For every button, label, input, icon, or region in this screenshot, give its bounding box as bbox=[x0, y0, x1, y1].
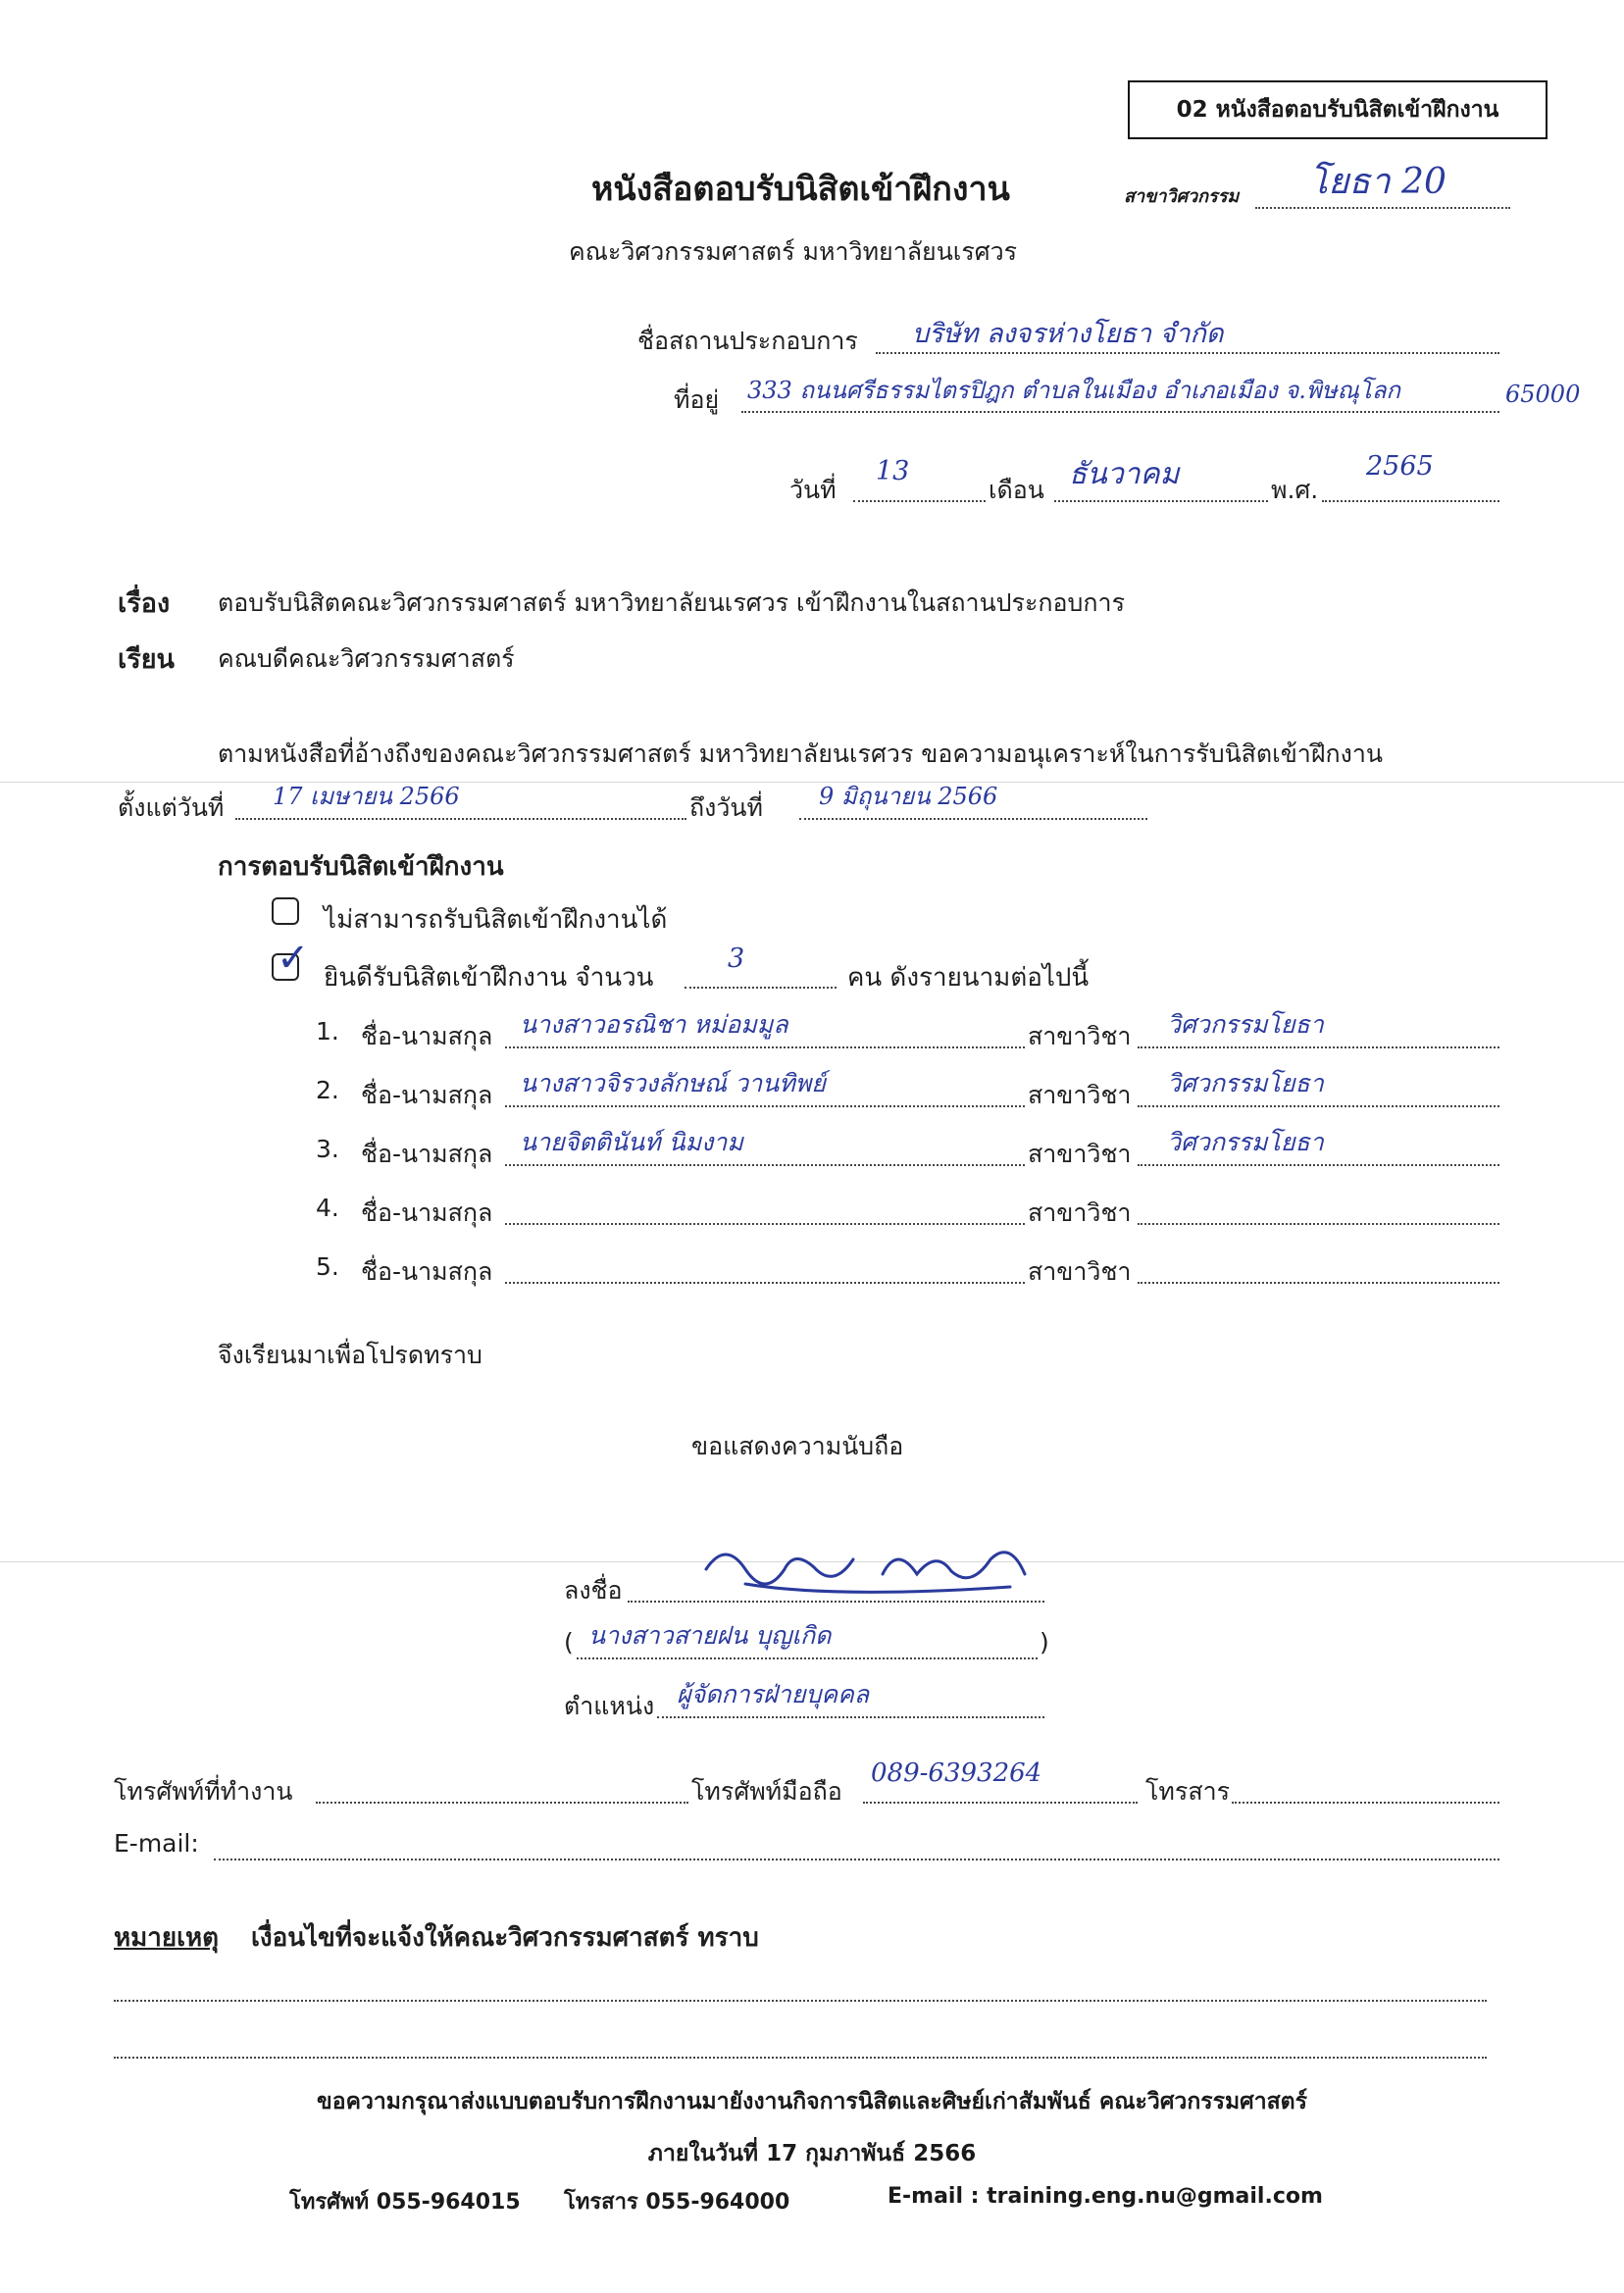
branch-value: โยธา 20 bbox=[1309, 162, 1446, 202]
student-major-label: สาขาวิชา bbox=[1028, 1198, 1132, 1227]
page-title: หนังสือตอบรับนิสิตเข้าฝึกงาน bbox=[591, 170, 1010, 209]
date-month-value: ธันวาคม bbox=[1069, 457, 1180, 491]
address-postcode: 65000 bbox=[1505, 381, 1581, 408]
accept-option-suffix: คน ดังรายนามต่อไปนี้ bbox=[847, 963, 1090, 993]
footer-email: E-mail : training.eng.nu@gmail.com bbox=[888, 2184, 1323, 2209]
accept-count-value: 3 bbox=[728, 943, 745, 974]
period-to-label: ถึงวันที่ bbox=[689, 793, 763, 822]
name-close-paren: ) bbox=[1040, 1628, 1049, 1656]
date-month-label: เดือน bbox=[989, 476, 1044, 504]
student-name-line bbox=[505, 1197, 1025, 1225]
body-text: ตามหนังสือที่อ้างถึงของคณะวิศวกรรมศาสตร์ มหาวิทยาลัยนเรศวร ขอความอนุเคราะห์ในการรับนิสิตเข้าฝึกงาน bbox=[218, 739, 1383, 768]
student-name-label: ชื่อ-นามสกุล bbox=[361, 1022, 493, 1050]
accept-option-label: ยินดีรับนิสิตเข้าฝึกงาน จำนวน bbox=[324, 963, 654, 993]
address-label: ที่อยู่ bbox=[674, 385, 720, 414]
office-phone-label: โทรศัพท์ที่ทำงาน bbox=[114, 1777, 293, 1806]
fax-line bbox=[1232, 1776, 1499, 1804]
student-number: 5. bbox=[316, 1252, 339, 1281]
branch-label: สาขาวิศวกรรม bbox=[1124, 186, 1240, 207]
paper-fold-line bbox=[0, 782, 1624, 783]
student-major-label: สาขาวิชา bbox=[1028, 1022, 1132, 1050]
student-number: 2. bbox=[316, 1076, 339, 1104]
footer-phone: โทรศัพท์ 055-964015 bbox=[289, 2190, 521, 2215]
email-line bbox=[214, 1833, 1499, 1860]
date-day-line bbox=[853, 475, 986, 502]
student-number: 3. bbox=[316, 1135, 339, 1163]
student-major-label: สาขาวิชา bbox=[1028, 1257, 1132, 1286]
footer-fax: โทรสาร 055-964000 bbox=[564, 2190, 790, 2215]
student-name-label: ชื่อ-นามสกุล bbox=[361, 1257, 493, 1286]
accept-count-line bbox=[685, 961, 837, 989]
period-to-value: 9 มิถุนายน 2566 bbox=[819, 783, 998, 810]
footer-line-1: ขอความกรุณาส่งแบบตอบรับการฝึกงานมายังงานกิจการนิสิตและศิษย์เก่าสัมพันธ์ คณะวิศวกรรมศาสตร์ bbox=[317, 2089, 1307, 2115]
student-name-value: นายจิตตินันท์ นิมงาม bbox=[520, 1128, 743, 1156]
respect-text: ขอแสดงความนับถือ bbox=[691, 1432, 904, 1460]
closing-text: จึงเรียนมาเพื่อโปรดทราบ bbox=[218, 1341, 482, 1369]
reject-option-label: ไม่สามารถรับนิสิตเข้าฝึกงานได้ bbox=[324, 905, 668, 935]
student-major-line bbox=[1138, 1197, 1499, 1225]
subject-label: เรื่อง bbox=[118, 588, 171, 619]
mobile-value: 089-6393264 bbox=[871, 1758, 1042, 1788]
student-number: 4. bbox=[316, 1194, 339, 1222]
company-value: บริษัท ลงจรห่างโยธา จำกัด bbox=[912, 319, 1224, 349]
position-label: ตำแหน่ง bbox=[564, 1692, 655, 1720]
student-major-line bbox=[1138, 1256, 1499, 1284]
fax-label: โทรสาร bbox=[1145, 1777, 1231, 1806]
signer-name: นางสาวสายฝน บุญเกิด bbox=[588, 1621, 832, 1650]
student-name-label: ชื่อ-นามสกุล bbox=[361, 1081, 493, 1109]
address-value: 333 ถนนศรีธรรมไตรปิฎก ตำบลในเมือง อำเภอเมือง จ.พิษณุโลก bbox=[747, 377, 1400, 404]
email-label: E-mail: bbox=[114, 1829, 199, 1858]
student-major-label: สาขาวิชา bbox=[1028, 1081, 1132, 1109]
student-name-value: นางสาวอรณิชา หม่อมมูล bbox=[520, 1010, 788, 1039]
remark-text: เงื่อนไขที่จะแจ้งให้คณะวิศวกรรมศาสตร์ ทราบ bbox=[251, 1923, 759, 1953]
remark-label: หมายเหตุ bbox=[114, 1923, 220, 1953]
remark-line-2 bbox=[114, 2031, 1487, 2059]
signature-mark bbox=[686, 1530, 1059, 1608]
remark-line-1 bbox=[114, 1974, 1487, 2002]
date-year-label: พ.ศ. bbox=[1271, 476, 1319, 504]
company-label: ชื่อสถานประกอบการ bbox=[637, 327, 858, 355]
student-major-label: สาขาวิชา bbox=[1028, 1140, 1132, 1168]
student-name-line bbox=[505, 1256, 1025, 1284]
office-phone-line bbox=[316, 1776, 688, 1804]
date-year-value: 2565 bbox=[1366, 451, 1434, 482]
mobile-label: โทรศัพท์มือถือ bbox=[691, 1777, 842, 1806]
to-text: คณบดีคณะวิศวกรรมศาสตร์ bbox=[218, 644, 515, 673]
student-number: 1. bbox=[316, 1017, 339, 1045]
student-major-value: วิศวกรรมโยธา bbox=[1167, 1069, 1324, 1097]
student-major-value: วิศวกรรมโยธา bbox=[1167, 1010, 1324, 1039]
student-name-value: นางสาวจิรวงลักษณ์ วานทิพย์ bbox=[520, 1069, 826, 1097]
reject-checkbox[interactable] bbox=[272, 897, 299, 925]
position-value: ผู้จัดการฝ่ายบุคคล bbox=[677, 1680, 870, 1708]
to-label: เรียน bbox=[118, 644, 176, 675]
student-name-label: ชื่อ-นามสกุล bbox=[361, 1198, 493, 1227]
check-mark-icon: ✓ bbox=[277, 936, 310, 981]
period-from-label: ตั้งแต่วันที่ bbox=[118, 793, 225, 822]
student-major-value: วิศวกรรมโยธา bbox=[1167, 1128, 1324, 1156]
name-open-paren: ( bbox=[564, 1628, 574, 1656]
acceptance-heading: การตอบรับนิสิตเข้าฝึกงาน bbox=[218, 852, 504, 882]
footer-line-2: ภายในวันที่ 17 กุมภาพันธ์ 2566 bbox=[647, 2141, 977, 2166]
subject-text: ตอบรับนิสิตคณะวิศวกรรมศาสตร์ มหาวิทยาลัยนเรศวร เข้าฝึกงานในสถานประกอบการ bbox=[218, 588, 1126, 617]
date-day-label: วันที่ bbox=[789, 476, 837, 504]
date-day-value: 13 bbox=[876, 456, 910, 486]
period-from-value: 17 เมษายน 2566 bbox=[273, 783, 460, 810]
student-name-label: ชื่อ-นามสกุล bbox=[361, 1140, 493, 1168]
faculty-line: คณะวิศวกรรมศาสตร์ มหาวิทยาลัยนเรศวร bbox=[569, 237, 1018, 266]
form-code-box: 02 หนังสือตอบรับนิสิตเข้าฝึกงาน bbox=[1128, 80, 1548, 139]
sign-label: ลงชื่อ bbox=[564, 1576, 623, 1605]
